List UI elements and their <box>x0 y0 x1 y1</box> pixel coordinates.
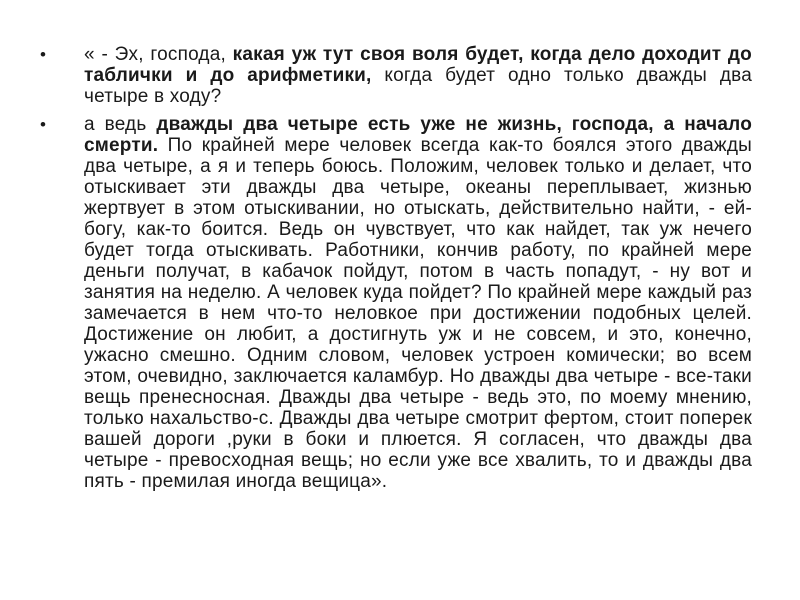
text-segment: а ведь <box>84 114 157 135</box>
text-segment: когда будет одно только дважды два четыре в ходу? <box>84 65 752 107</box>
text-segment: « - Эх, господа, <box>84 44 233 65</box>
bullet-marker: • <box>40 115 47 134</box>
bullet-text <box>84 114 752 492</box>
bullet-item <box>40 44 752 107</box>
bullet-item <box>40 114 752 492</box>
text-segment: По крайней мере человек всегда как-то боялся этого дважды два четыре, а я и теперь боюсь. Положим, человек только и делает, что отыскивает эти дважды два четыре, океаны переплывает, жизнью жертвует в этом отыскивании, но отыскать, действительно найти, - ей-богу, как-то боится. Ведь он чувствует, что как найдет, так уж нечего будет тогда отыскивать. Работники, кончив работу, по крайней мере деньги получат, в кабачок пойдут, потом в часть попадут, - ну вот и занятия на неделю. А человек куда пойдет? По крайней мере каждый раз замечается в нем что-то неловкое при достижении подобных целей. Достижение он любит, а достигнуть уж и не совсем, и это, конечно, ужасно смешно. Одним словом, человек устроен комически; во всем этом, очевидно, заключается каламбур. Но дважды два четыре - все-таки вещь пренесносная. Дважды два четыре - ведь это, по моему мнению, только нахальство-с. Дважды два четыре смотрит фертом, стоит поперек вашей дороги ,руки в боки и плюется. Я согласен, что дважды два четыре - превосходная вещь; но если уже все хвалить, то и дважды два пять - премилая иногда вещица». <box>84 135 752 492</box>
bold-text-segment: дважды два четыре есть уже не жизнь, господа, а начало смерти. <box>84 114 752 156</box>
bullet-list <box>40 44 752 499</box>
bold-text-segment: какая уж тут своя воля будет, когда дело доходит до таблички и до арифметики, <box>84 44 752 86</box>
bullet-text <box>84 44 752 107</box>
bullet-marker: • <box>40 45 47 64</box>
